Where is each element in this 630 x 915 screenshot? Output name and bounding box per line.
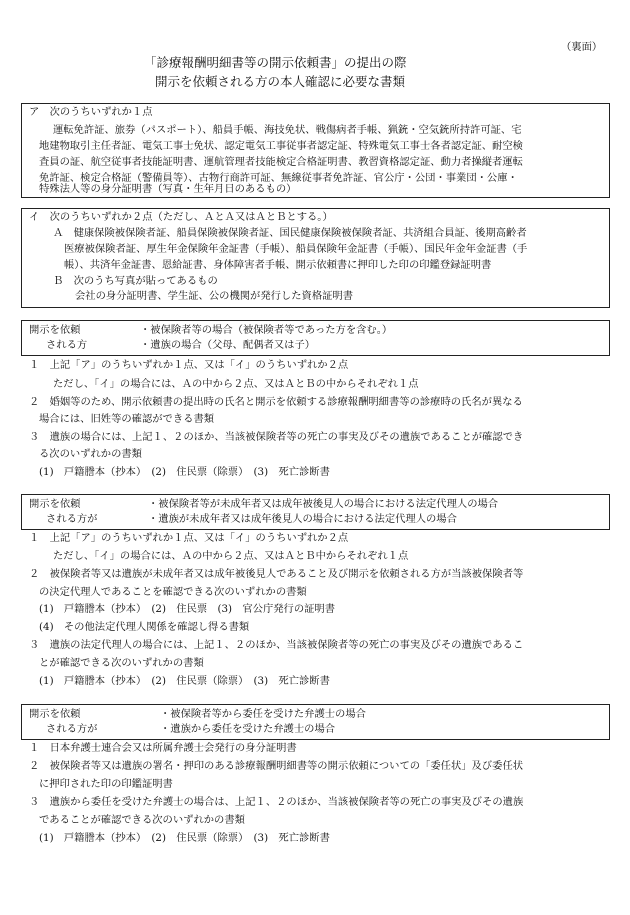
section-a-line: 免許証、検定合格証（警備員等）、古物行商許可証、無線従事者免許証、官公庁・公団・事業団・公庫・: [39, 172, 518, 184]
block1-line: １ 上記「ア」のうちいずれか１点、又は「イ」のうちいずれか２点: [29, 359, 349, 371]
section-i-line: 会社の身分証明書、学生証、公の機関が発行した資格証明書: [75, 290, 354, 302]
page-title-line-1: 「診療報酬明細書等の開示依頼書」の提出の際: [144, 55, 407, 70]
section-i-line: 医療被保険者証、厚生年金保険年金証書（手帳）、船員保険年金証書（手帳）、国民年金年金証書（手: [64, 243, 528, 255]
block3-header-right-2: ・遺族から委任を受けた弁護士の場合: [160, 723, 336, 735]
section-a-heading: ア 次のうちいずれか１点: [29, 106, 153, 118]
section-a-line: 査員の証、航空従事者技能証明書、運航管理者技能検定合格証明書、教習資格認定証、動力者操縦者運転: [39, 156, 523, 168]
block1-line: 場合には、旧姓等の確認ができる書類: [39, 413, 215, 425]
section-i-line: 帳）、共済年金証書、恩給証書、身体障害者手帳、開示依頼書に押印した印の印鑑登録証明書: [64, 259, 492, 271]
block2-line: ３ 遺族の法定代理人の場合には、上記１、２のほか、当該被保険者等の死亡の事実及びその遺族であるこ: [29, 639, 524, 651]
page-label: （裏面）: [561, 41, 603, 53]
block2-header-left-1: 開示を依頼: [29, 498, 81, 510]
section-a-line: 運転免許証、旅券（パスポート）、船員手帳、海技免状、戦傷病者手帳、猟銃・空気銃所持許可証、宅: [53, 124, 522, 136]
block2-line: ２ 被保険者等又は遺族が未成年者又は成年被後見人であること及び開示を依頼される方が当該被保険者等: [29, 568, 524, 580]
block3-line: １ 日本弁護士連合会又は所属弁護士会発行の身分証明書: [29, 742, 297, 754]
block1-header-right-1: ・被保険者等の場合（被保険者等であった方を含む。）: [140, 324, 393, 336]
section-i-line: Ａ 健康保険被保険者証、船員保険被保険者証、国民健康保険被保険者証、共済組合員証、後期高齢者: [53, 227, 527, 239]
block2-header-left-2: される方が: [46, 513, 98, 525]
block2-line: １ 上記「ア」のうちいずれか１点、又は「イ」のうちいずれか２点: [29, 532, 349, 544]
block1-line: ３ 遺族の場合には、上記１、２のほか、当該被保険者等の死亡の事実及びその遺族であることが確認でき: [29, 431, 524, 443]
block1-line: ２ 婚姻等のため、開示依頼書の提出時の氏名と開示を依頼する診療報酬明細書等の診療時の氏名が異なる: [29, 396, 523, 408]
block2-line: (1) 戸籍謄本（抄本） (2) 住民票 (3) 官公庁発行の証明書: [39, 603, 336, 615]
block2-line: (1) 戸籍謄本（抄本） (2) 住民票（除票） (3) 死亡診断書: [39, 675, 330, 687]
block3-header-left-1: 開示を依頼: [29, 708, 81, 720]
block2-line: ただし、「イ」の場合には、Ａの中から２点、又はＡとＢ中からそれぞれ１点: [53, 550, 409, 562]
page-title-line-2: 開示を依頼される方の本人確認に必要な書類: [155, 74, 406, 89]
block2-line: (4) その他法定代理人関係を確認し得る書類: [39, 621, 250, 633]
section-a-line: 特殊法人等の身分証明書（写真・生年月日のあるもの）: [39, 183, 297, 195]
block2-header-right-2: ・遺族が未成年者又は成年後見人の場合における法定代理人の場合: [148, 513, 457, 525]
block3-line: であることが確認できる次のいずれかの書類: [39, 814, 245, 826]
block3-header-right-1: ・被保険者等から委任を受けた弁護士の場合: [160, 708, 366, 720]
block1-line: ただし、「イ」の場合には、Ａの中から２点、又はＡとＢの中からそれぞれ１点: [53, 378, 419, 390]
block3-line: ３ 遺族から委任を受けた弁護士の場合は、上記１、２のほか、当該被保険者等の死亡の事実及びその遺族: [29, 796, 524, 808]
section-i-heading: イ 次のうちいずれか２点（ただし、ＡとＡ又はＡとＢとする。）: [29, 211, 333, 223]
section-a-line: 地建物取引主任者証、電気工事士免状、認定電気工事従事者認定証、特殊電気工事士各者認定証、耐空検: [39, 140, 523, 152]
block2-header-right-1: ・被保険者等が未成年者又は成年被後見人の場合における法定代理人の場合: [148, 498, 499, 510]
block2-line: とが確認できる次のいずれかの書類: [39, 657, 204, 669]
block1-header-right-2: ・遺族の場合（父母、配偶者又は子）: [140, 339, 316, 351]
block2-line: の決定代理人であることを確認できる次のいずれかの書類: [39, 586, 307, 598]
section-i-line: Ｂ 次のうち写真が貼ってあるもの: [53, 275, 218, 287]
block1-header-left-2: される方: [46, 339, 88, 351]
block3-header-left-2: される方が: [46, 723, 98, 735]
block1-line: (1) 戸籍謄本（抄本） (2) 住民票（除票） (3) 死亡診断書: [39, 466, 330, 478]
block3-line: (1) 戸籍謄本（抄本） (2) 住民票（除票） (3) 死亡診断書: [39, 832, 330, 844]
block3-line: に押印された印の印鑑証明書: [39, 778, 173, 790]
block1-line: る次のいずれかの書類: [39, 448, 142, 460]
block3-line: ２ 被保険者等又は遺族の署名・押印のある診療報酬明細書等の開示依頼についての「委任状」及び委任状: [29, 760, 524, 772]
block1-header-left-1: 開示を依頼: [29, 324, 81, 336]
